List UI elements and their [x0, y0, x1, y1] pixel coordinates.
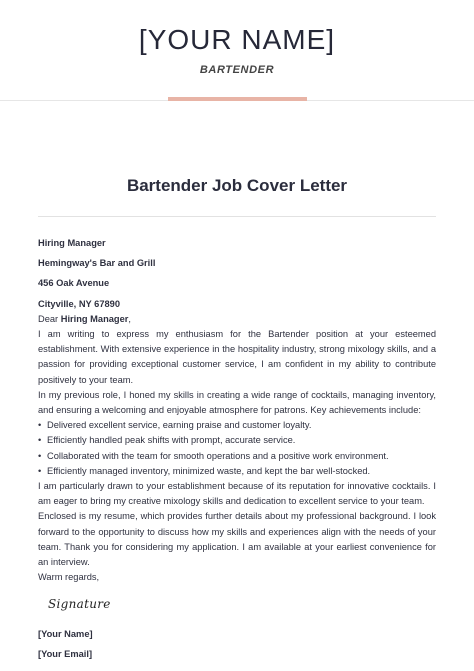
salutation-name: Hiring Manager	[60, 313, 129, 324]
title-divider	[38, 216, 436, 217]
list-item: • Efficiently handled peak shifts with prompt, accurate service.	[38, 433, 436, 448]
paragraph-motivation: I am particularly drawn to your establishment because of its reputation for innovative cocktails. I am eager to bring my creative mixology skills and dedication to excellent service to your team.	[38, 481, 436, 507]
recipient-company: Hemingway's Bar and Grill	[38, 258, 156, 269]
letter-header	[0, 0, 474, 101]
paragraph-experience: In my previous role, I honed my skills in creating a wide range of cocktails, managing inventory, and ensuring a welcoming and enjoyable atmosphere for patrons. Key achievements include:	[38, 389, 436, 416]
applicant-role: BARTENDER	[199, 64, 275, 76]
document-title: Bartender Job Cover Letter	[126, 176, 348, 195]
list-item: • Efficiently managed inventory, minimized waste, and kept the bar well-stocked.	[38, 464, 436, 479]
list-item: • Delivered excellent service, earning praise and customer loyalty.	[38, 418, 436, 433]
sender-email: [Your Email]	[38, 648, 93, 659]
header-accent-bar	[168, 97, 307, 101]
letter-body	[38, 236, 436, 667]
salutation-prefix: Dear	[38, 313, 61, 324]
recipient-city: Cityville, NY 67890	[38, 298, 121, 309]
achievements-list	[38, 418, 436, 479]
recipient-title: Hiring Manager	[38, 238, 106, 248]
paragraph-intro: I am writing to express my enthusiasm for the Bartender position at your esteemed establishment. With extensive experience in the hospitality industry, strong mixology skills, and a passion for providing exceptional customer service, I am confident in my ability to contribute positively to your team.	[38, 329, 436, 385]
closing-line: Warm regards,	[38, 572, 100, 583]
applicant-name: [YOUR NAME]	[138, 24, 336, 55]
list-item: • Collaborated with the team for smooth operations and a positive work environment.	[38, 449, 436, 464]
paragraph-closing: Enclosed is my resume, which provides further details about my professional background. I look forward to the opportunity to discuss how my skills and experiences align with the needs of your team. Thank you for considering my application. I am available at your earliest convenience for an interview.	[38, 511, 436, 568]
sender-name: [Your Name]	[38, 628, 93, 639]
signature: Signature	[48, 597, 111, 612]
salutation-suffix: ,	[128, 313, 131, 324]
salutation	[38, 312, 436, 327]
recipient-street: 456 Oak Avenue	[38, 278, 110, 289]
